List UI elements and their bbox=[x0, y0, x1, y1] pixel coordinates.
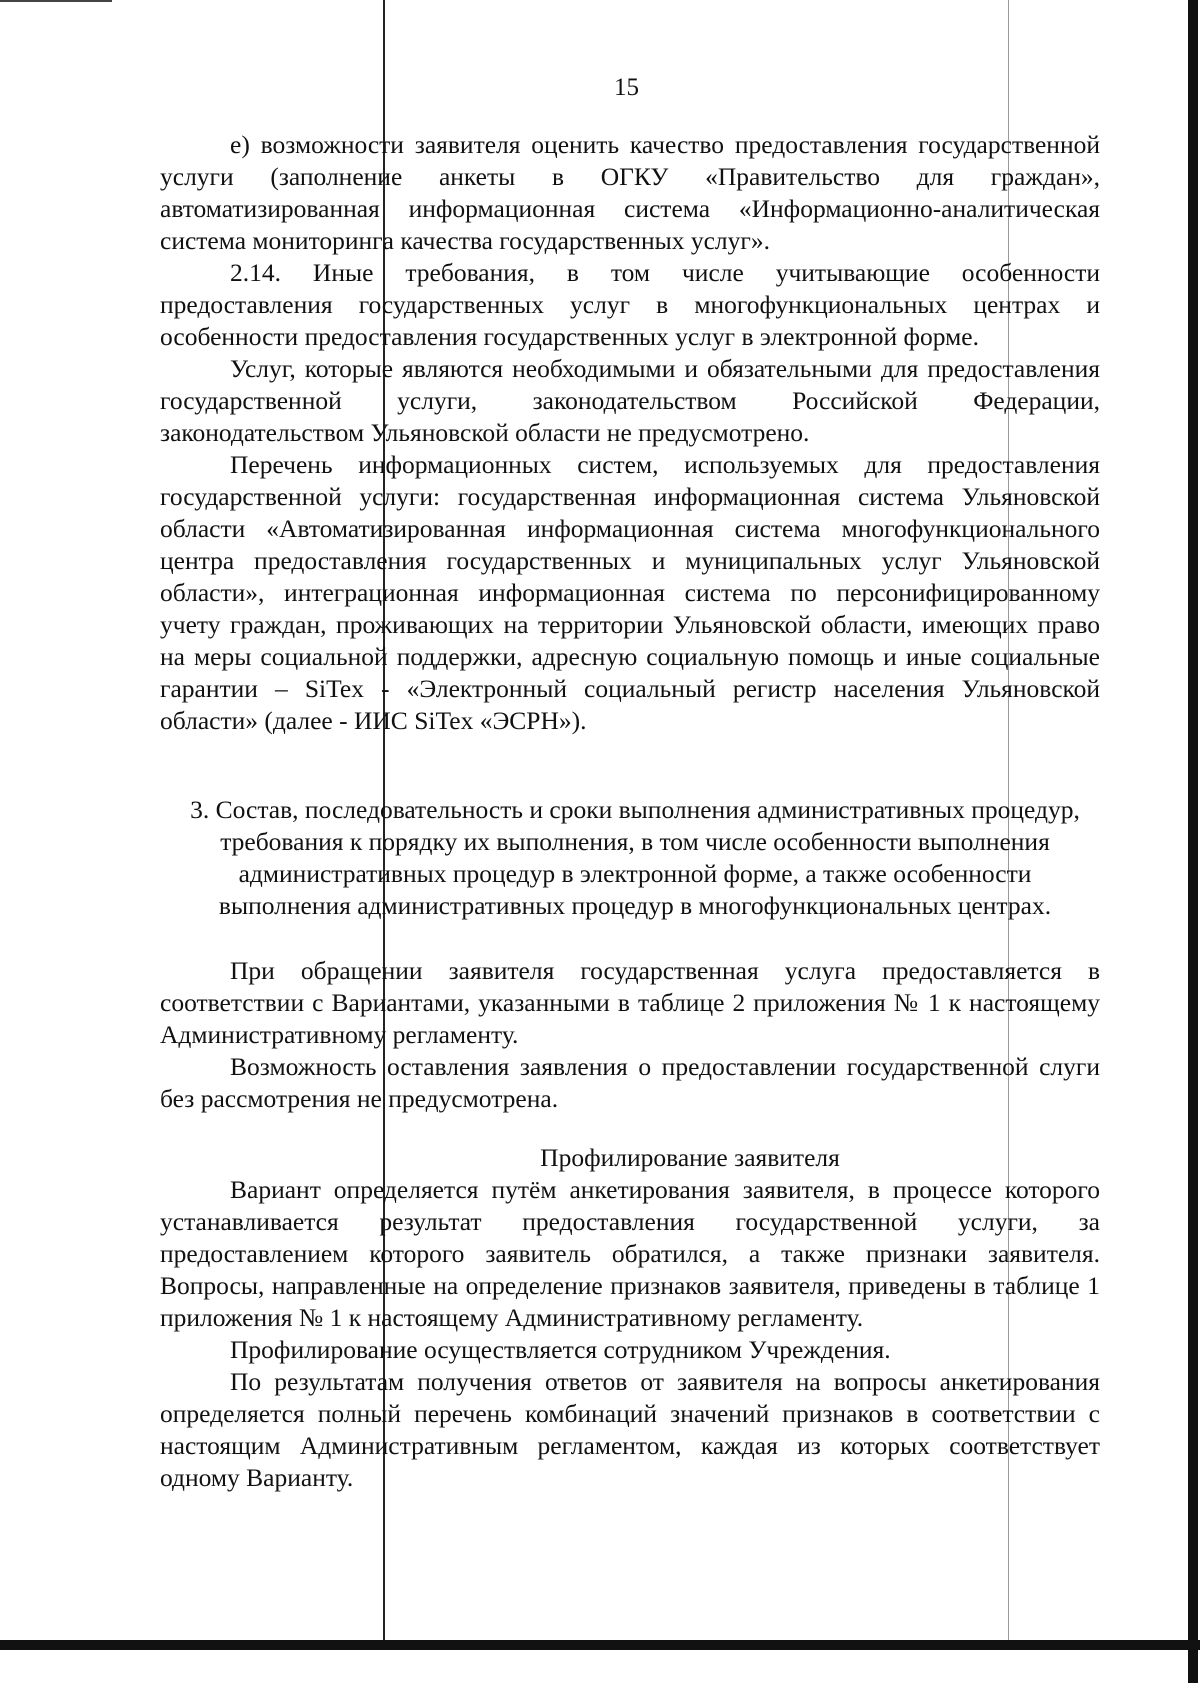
paragraph-profile-staff: Профилирование осуществляется сотрудником Учреждения. bbox=[230, 1335, 891, 1364]
section-profile bbox=[160, 1142, 1100, 1494]
scan-bottom-edge bbox=[0, 1640, 1200, 1650]
paragraph-variants: При обращении заявителя государственная услуга предоставляется в соответствии с Вариантами, указанными в таблице 2 приложения № 1 к настоящему Административному регламенту. bbox=[160, 956, 1100, 1049]
scan-right-edge bbox=[1188, 0, 1198, 1683]
paragraph-necessary-services: Услуг, которые являются необходимыми и обязательными для предоставления государственной услуги, законодательством Российской Федерации, законодательством Ульяновской области не предусмотрено. bbox=[160, 354, 1100, 447]
paragraph-feedback: е) возможности заявителя оценить качество предоставления государственной услуги (заполнение анкеты в ОГКУ «Правительство для граждан», автоматизированная информационная система «Информационно-аналитическая система мониторинга качества государственных услуг». bbox=[160, 130, 1100, 255]
paragraph-information-systems: Перечень информационных систем, используемых для предоставления государственной услуги: государственная информационная система Ульяновской области «Автоматизированная информационная система многофункционального центра предоставления государственных и муниципальных услуг Ульяновской области», интеграционная информационная система по персонифицированному учету граждан, проживающих на территории Ульяновской области, имеющих право на меры социальной поддержки, адресную социальную помощь и иные социальные гарантии – SiTex - «Электронный социальный регистр населения Ульяновской области» (далее - ИИС SiTex «ЭСРН»). bbox=[160, 450, 1100, 735]
profile-heading: Профилирование заявителя bbox=[540, 1143, 840, 1172]
paragraph-profile-variant: Вариант определяется путём анкетирования заявителя, в процессе которого устанавливается результат предоставления государственной услуги, за предоставлением которого заявитель обратился, а также признаки заявителя. Вопросы, направленные на определение признаков заявителя, приведены в таблице 1 приложения № 1 к настоящему Административному регламенту. bbox=[160, 1175, 1100, 1332]
section-3-heading: 3. Состав, последовательность и сроки выполнения административных процедур, требования к порядку их выполнения, в том числе особенности выполнения административных процедур в электронной форме, а также особенности выполнения административных процедур в многофункциональных центрах. bbox=[190, 795, 1080, 920]
paragraph-no-consideration: Возможность оставления заявления о предоставлении государственной слуги без рассмотрения не предусмотрена. bbox=[160, 1052, 1100, 1113]
section-3 bbox=[190, 794, 1080, 922]
paragraph-2-14: 2.14. Иные требования, в том числе учитывающие особенности предоставления государственных услуг в многофункциональных центрах и особенности предоставления государственных услуг в электронной форме. bbox=[160, 258, 1100, 351]
page-number: 15 bbox=[614, 74, 639, 101]
section-3-body bbox=[160, 955, 1100, 1115]
scan-edge-line bbox=[0, 0, 112, 2]
paragraph-profile-results: По результатам получения ответов от заявителя на вопросы анкетирования определяется полный перечень комбинаций значений признаков в соответствии с настоящим Административным регламентом, каждая из которых соответствует одному Варианту. bbox=[160, 1367, 1100, 1492]
section-a bbox=[160, 129, 1100, 737]
